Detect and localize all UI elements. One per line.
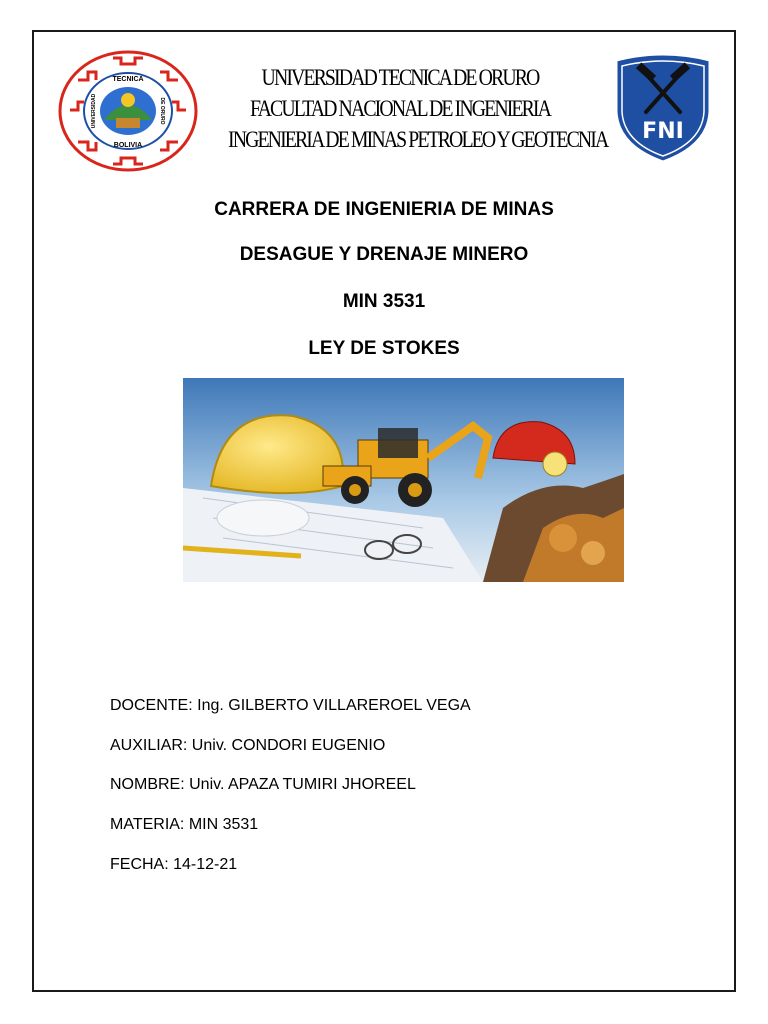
docente-line: DOCENTE: Ing. GILBERTO VILLAREROEL VEGA (110, 697, 471, 714)
seal-bottom-text: BOLIVIA (113, 142, 143, 149)
auxiliar-line: AUXILIAR: Univ. CONDORI EUGENIO (110, 737, 386, 754)
fecha-line: FECHA: 14-12-21 (110, 856, 238, 873)
course-title: DESAGUE Y DRENAJE MINERO (239, 244, 529, 265)
nombre-line: NOMBRE: Univ. APAZA TUMIRI JHOREEL (110, 776, 416, 793)
seal-top-text: TECNICA (112, 76, 144, 83)
materia-line: MATERIA: MIN 3531 (110, 816, 259, 833)
seal-right-text: DE ORURO (159, 97, 165, 125)
university-seal-logo (58, 50, 198, 172)
career-title: CARRERA DE INGENIERIA DE MINAS (214, 199, 554, 220)
seal-left-text: UNIVERSIDAD (91, 93, 97, 129)
mining-equipment-image (183, 378, 624, 582)
fni-text: FNI (642, 119, 684, 144)
topic-title: LEY DE STOKES (308, 338, 460, 359)
fni-shield-logo (608, 50, 718, 164)
header-line-department: INGENIERIA DE MINAS PETROLEO Y GEOTECNIA (228, 127, 608, 152)
course-code: MIN 3531 (342, 291, 426, 312)
header-line-faculty: FACULTAD NACIONAL DE INGENIERIA (249, 96, 550, 121)
header-line-university: UNIVERSIDAD TECNICA DE ORURO (261, 65, 539, 90)
institution-header (228, 62, 608, 155)
